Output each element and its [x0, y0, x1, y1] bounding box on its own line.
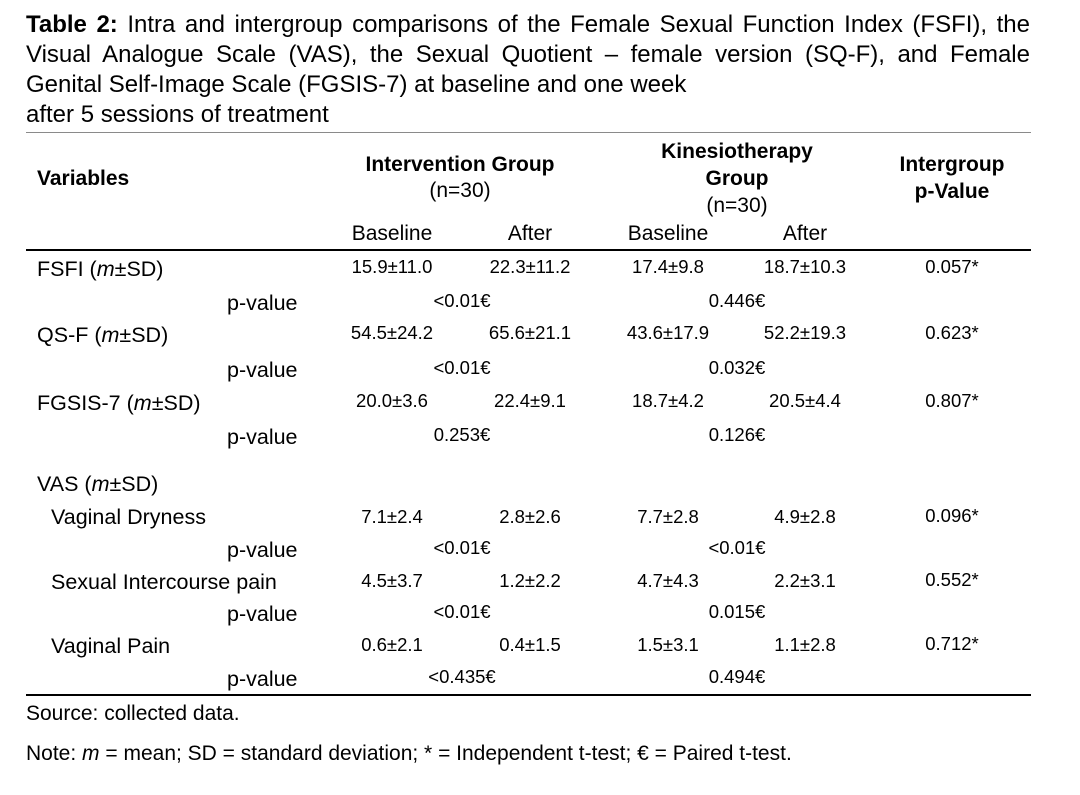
intercourse-pvalue-label: p-value [227, 602, 298, 626]
dryness-ig-baseline: 7.1±2.4 [361, 506, 423, 527]
caption-last-line: after 5 sessions of treatment [26, 101, 329, 128]
fgsis7-kg-baseline: 18.7±4.2 [632, 390, 704, 411]
vpain-ig-pvalue: <0.435€ [428, 666, 496, 687]
header-variables: Variables [37, 167, 130, 190]
header-bottom-rule [26, 249, 1031, 251]
intercourse-kg-baseline: 4.7±4.3 [637, 570, 699, 591]
dryness-pvalue-label: p-value [227, 538, 298, 562]
fsfi-ig-after: 22.3±11.2 [489, 256, 571, 277]
qsf-ig-after: 65.6±21.1 [488, 322, 572, 343]
header-kinesiotherapy-title-2: Group [705, 167, 769, 190]
qsf-ig-pvalue: <0.01€ [433, 357, 491, 378]
qsf-kg-baseline: 43.6±17.9 [626, 322, 710, 343]
row-label-fgsis7: FGSIS-7 (m±SD) [37, 391, 201, 415]
vpain-ig-after: 0.4±1.5 [499, 634, 561, 655]
table-top-rule [26, 132, 1031, 133]
vpain-pvalue-label: p-value [227, 667, 298, 691]
fsfi-kg-pvalue: 0.446€ [708, 290, 766, 311]
vpain-intergroup-p: 0.712* [925, 633, 979, 654]
table-bottom-rule [26, 694, 1031, 696]
fgsis7-ig-baseline: 20.0±3.6 [356, 390, 428, 411]
fsfi-intergroup-p: 0.057* [925, 256, 979, 277]
intercourse-intergroup-p: 0.552* [925, 569, 979, 590]
header-kinesiotherapy-n: (n=30) [706, 194, 768, 217]
fgsis7-intergroup-p: 0.807* [925, 390, 979, 411]
row-label-vas: VAS (m±SD) [37, 472, 159, 496]
fsfi-kg-baseline: 17.4±9.8 [632, 256, 704, 277]
vpain-kg-pvalue: 0.494€ [708, 666, 766, 687]
vpain-kg-baseline: 1.5±3.1 [637, 634, 699, 655]
row-label-fsfi: FSFI (m±SD) [37, 257, 164, 281]
dryness-kg-pvalue: <0.01€ [708, 537, 766, 558]
fgsis7-pvalue-label: p-value [227, 425, 298, 449]
intercourse-ig-baseline: 4.5±3.7 [361, 570, 423, 591]
dryness-ig-pvalue: <0.01€ [433, 537, 491, 558]
dryness-kg-after: 4.9±2.8 [774, 506, 836, 527]
table-caption [26, 10, 1030, 130]
header-kinesiotherapy-title-1: Kinesiotherapy [661, 140, 813, 163]
header-intervention-n: (n=30) [429, 179, 491, 202]
vas-item-label-intercourse-pain: Sexual Intercourse pain [51, 570, 277, 594]
qsf-pvalue-label: p-value [227, 358, 298, 382]
fgsis7-kg-after: 20.5±4.4 [769, 390, 841, 411]
header-intergroup-1: Intergroup [899, 153, 1005, 176]
fsfi-kg-after: 18.7±10.3 [763, 256, 847, 277]
vas-item-label-vaginal-pain: Vaginal Pain [51, 634, 171, 658]
fsfi-ig-pvalue: <0.01€ [433, 290, 491, 311]
dryness-kg-baseline: 7.7±2.8 [637, 506, 699, 527]
qsf-intergroup-p: 0.623* [925, 322, 979, 343]
qsf-kg-after: 52.2±19.3 [763, 322, 847, 343]
vas-item-label-vaginal-dryness: Vaginal Dryness [51, 505, 206, 529]
fgsis7-ig-after: 22.4±9.1 [494, 390, 566, 411]
header-kg-after: After [782, 222, 828, 245]
qsf-ig-baseline: 54.5±24.2 [350, 322, 434, 343]
fgsis7-kg-pvalue: 0.126€ [708, 424, 766, 445]
fsfi-pvalue-label: p-value [227, 291, 298, 315]
dryness-ig-after: 2.8±2.6 [499, 506, 561, 527]
qsf-kg-pvalue: 0.032€ [708, 357, 766, 378]
header-ig-baseline: Baseline [351, 222, 433, 245]
intercourse-kg-pvalue: 0.015€ [708, 601, 766, 622]
header-intervention-title: Intervention Group [365, 153, 555, 176]
caption-lead: Table 2: [26, 11, 118, 38]
header-intergroup-2: p-Value [914, 180, 990, 203]
fsfi-ig-baseline: 15.9±11.0 [351, 256, 433, 277]
intercourse-ig-pvalue: <0.01€ [433, 601, 491, 622]
row-label-qsf: QS-F (m±SD) [37, 323, 169, 347]
dryness-intergroup-p: 0.096* [925, 505, 979, 526]
caption-text: Intra and intergroup comparisons of the Female Sexual Function Index (FSFI), the Visual Analogue Scale (VAS), the Sexual Quotient – female version (SQ-F), and Female Genital Self-Image Scale (FGSIS-7) at baseline and one week [26, 11, 1030, 98]
vpain-ig-baseline: 0.6±2.1 [361, 634, 423, 655]
intercourse-kg-after: 2.2±3.1 [774, 570, 836, 591]
fgsis7-ig-pvalue: 0.253€ [433, 424, 491, 445]
header-ig-after: After [507, 222, 553, 245]
abbreviation-note: Note: m = mean; SD = standard deviation; * = Independent t-test; € = Paired t-test. [26, 742, 792, 765]
header-kg-baseline: Baseline [627, 222, 709, 245]
source-note: Source: collected data. [26, 702, 240, 725]
intercourse-ig-after: 1.2±2.2 [499, 570, 561, 591]
vpain-kg-after: 1.1±2.8 [774, 634, 836, 655]
